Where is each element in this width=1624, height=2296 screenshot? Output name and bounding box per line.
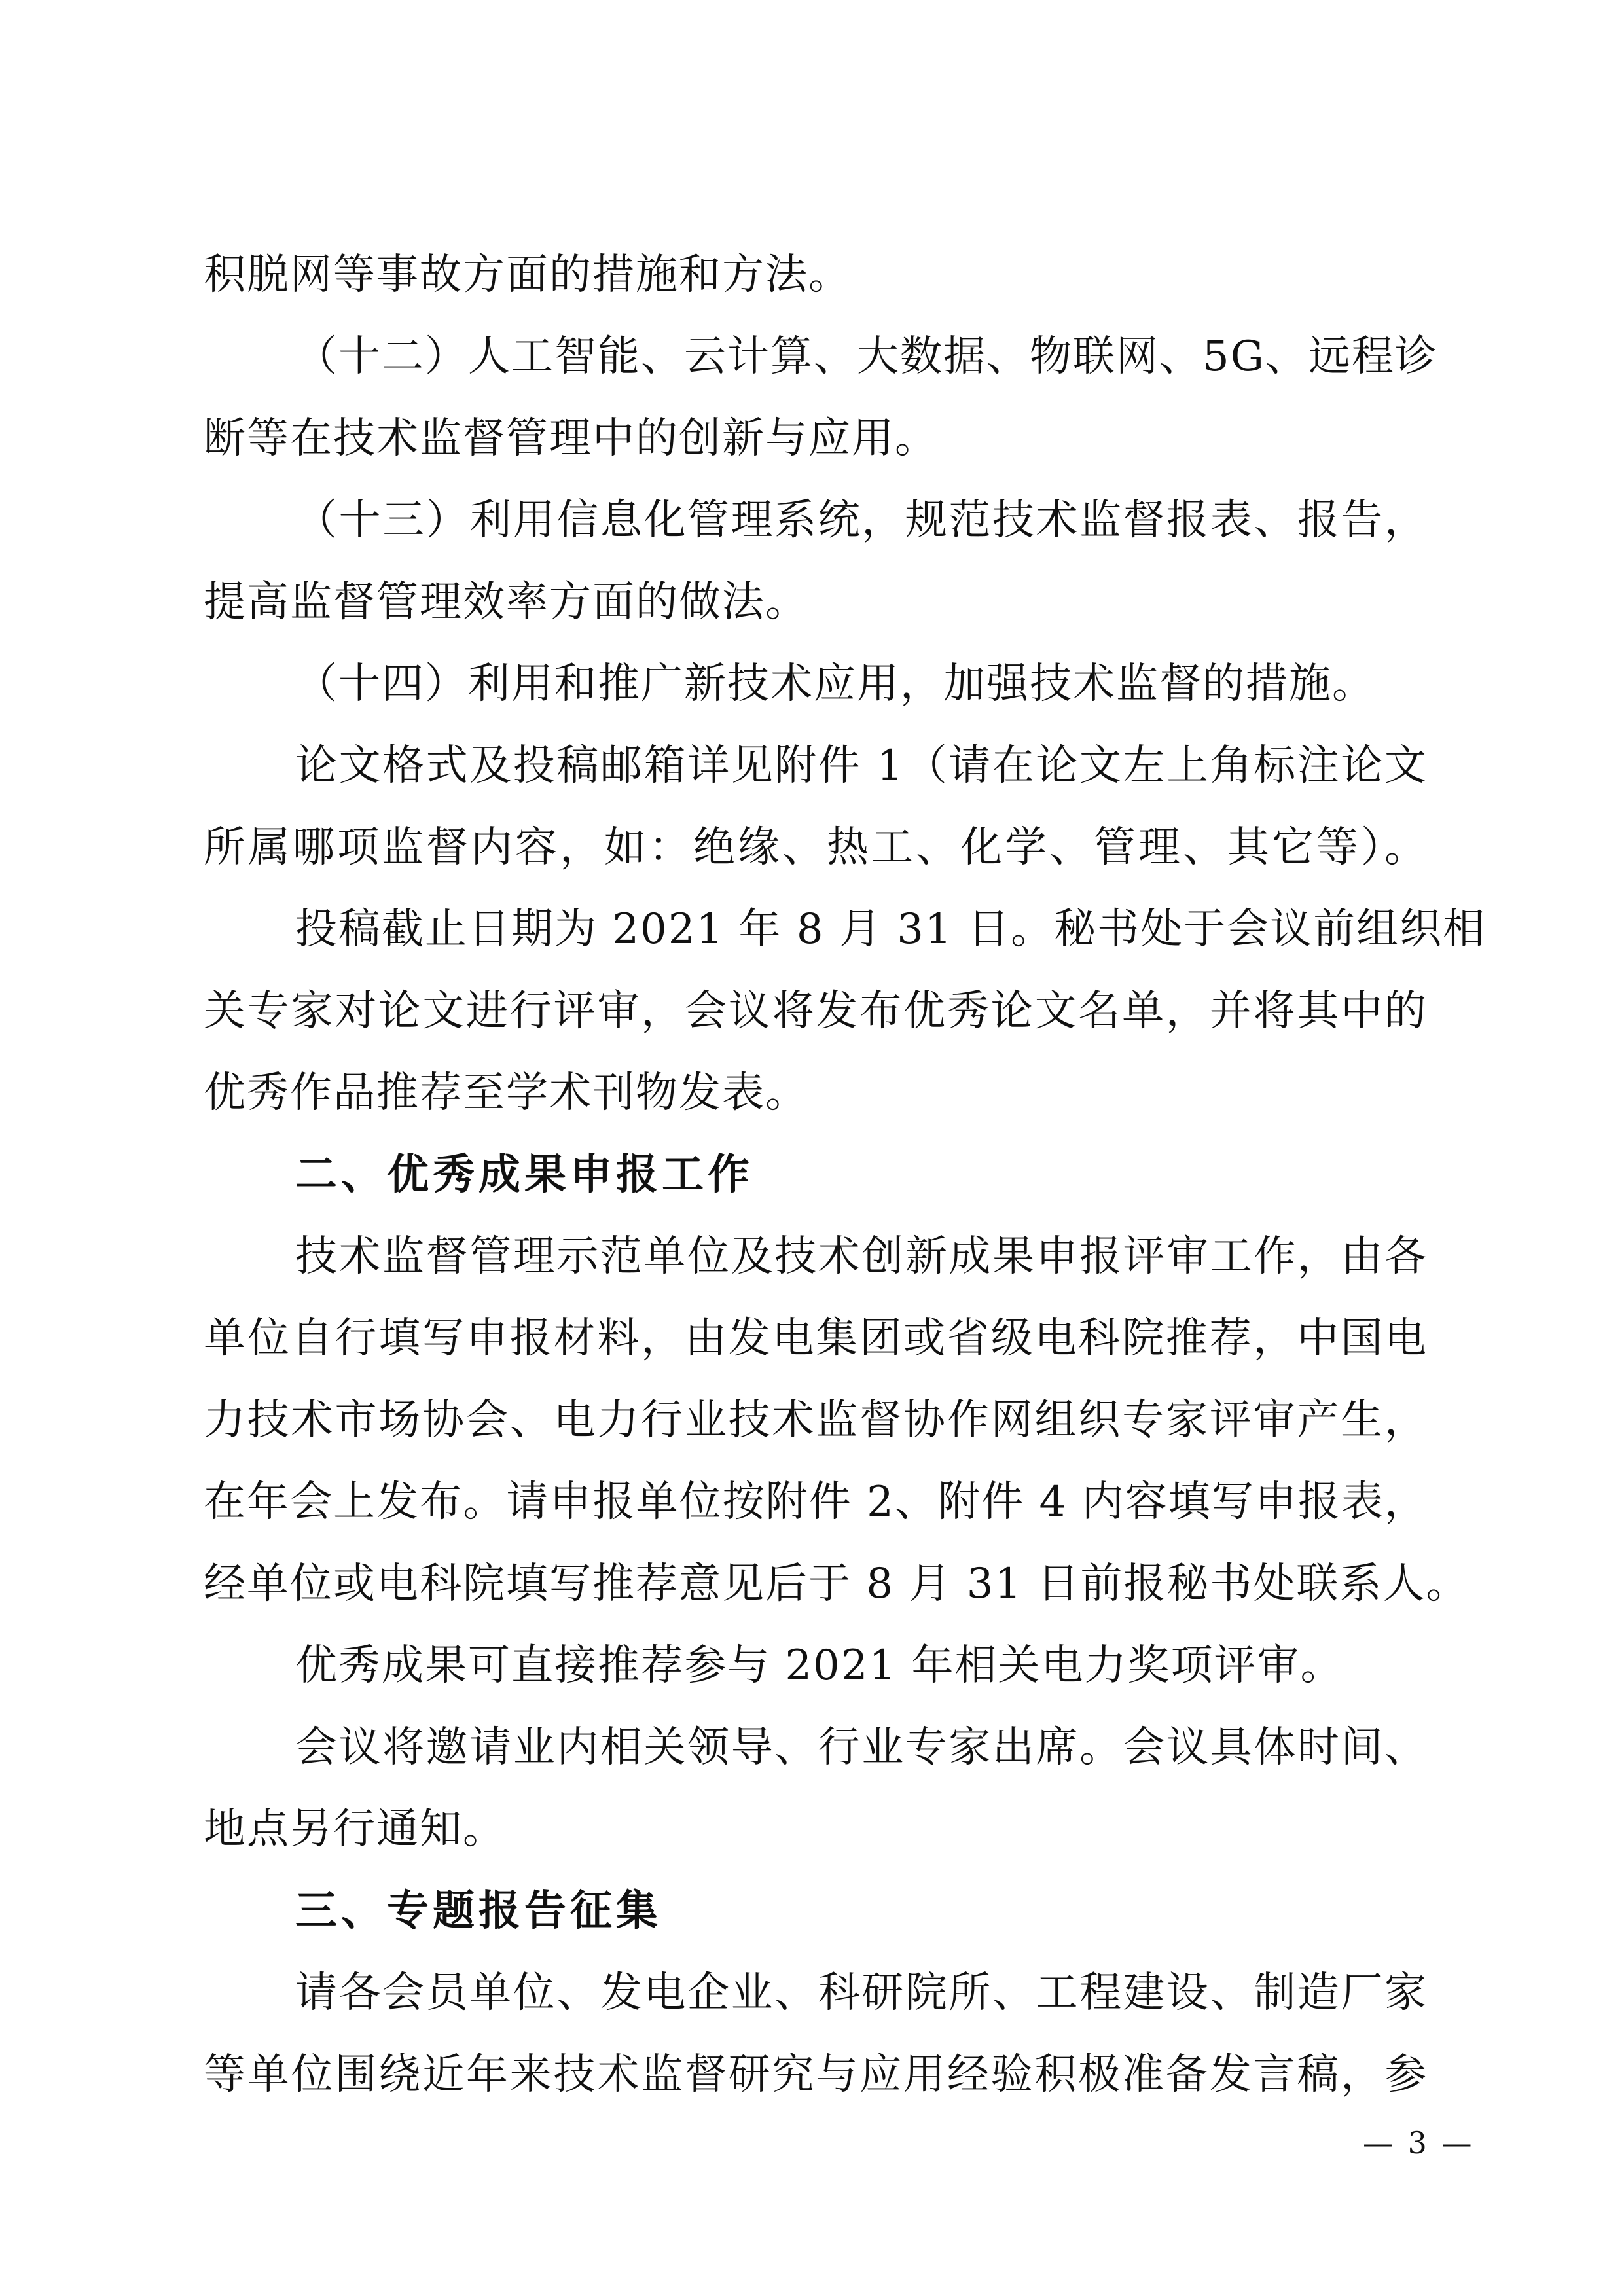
- body-line: 请各会员单位、发电企业、科研院所、工程建设、制造厂家: [295, 1969, 1428, 2017]
- body-line: 在年会上发布。请申报单位按附件 2、附件 4 内容填写申报表，: [204, 1478, 1428, 1526]
- body-line: 地点另行通知。: [204, 1805, 506, 1854]
- body-line: 关专家对论文进行评审，会议将发布优秀论文名单，并将其中的: [204, 987, 1428, 1035]
- section-heading: 二、优秀成果申报工作: [295, 1151, 753, 1199]
- body-line: 单位自行填写申报材料，由发电集团或省级电科院推荐，中国电: [204, 1314, 1428, 1363]
- body-line: 优秀作品推荐至学术刊物发表。: [204, 1069, 808, 1117]
- page-number: — 3 —: [1363, 2125, 1475, 2161]
- body-line: 技术监督管理示范单位及技术创新成果申报评审工作，由各: [295, 1232, 1428, 1281]
- body-line: 所属哪项监督内容，如：绝缘、热工、化学、管理、其它等）。: [204, 823, 1428, 872]
- body-line: 力技术市场协会、电力行业技术监督协作网组织专家评审产生，: [204, 1396, 1428, 1444]
- body-line: 积脱网等事故方面的措施和方法。: [204, 251, 852, 299]
- body-line: （十二）人工智能、云计算、大数据、物联网、5G、远程诊: [295, 332, 1438, 381]
- body-line: 会议将邀请业内相关领导、行业专家出席。会议具体时间、: [295, 1723, 1428, 1772]
- body-line: 投稿截止日期为 2021 年 8 月 31 日。秘书处于会议前组织相: [295, 905, 1487, 954]
- body-line: 论文格式及投稿邮箱详见附件 1（请在论文左上角标注论文: [295, 742, 1428, 790]
- body-line: 断等在技术监督管理中的创新与应用。: [204, 414, 938, 463]
- body-line: 优秀成果可直接推荐参与 2021 年相关电力奖项评审。: [295, 1641, 1344, 1690]
- body-line: 经单位或电科院填写推荐意见后于 8 月 31 日前报秘书处联系人。: [204, 1560, 1470, 1608]
- body-line: 提高监督管理效率方面的做法。: [204, 578, 808, 626]
- body-line: （十四）利用和推广新技术应用，加强技术监督的措施。: [295, 660, 1375, 708]
- section-heading: 三、专题报告征集: [295, 1887, 662, 1935]
- body-line: 等单位围绕近年来技术监督研究与应用经验积极准备发言稿，参: [204, 2051, 1428, 2099]
- body-line: （十三）利用信息化管理系统，规范技术监督报表、报告，: [295, 496, 1428, 545]
